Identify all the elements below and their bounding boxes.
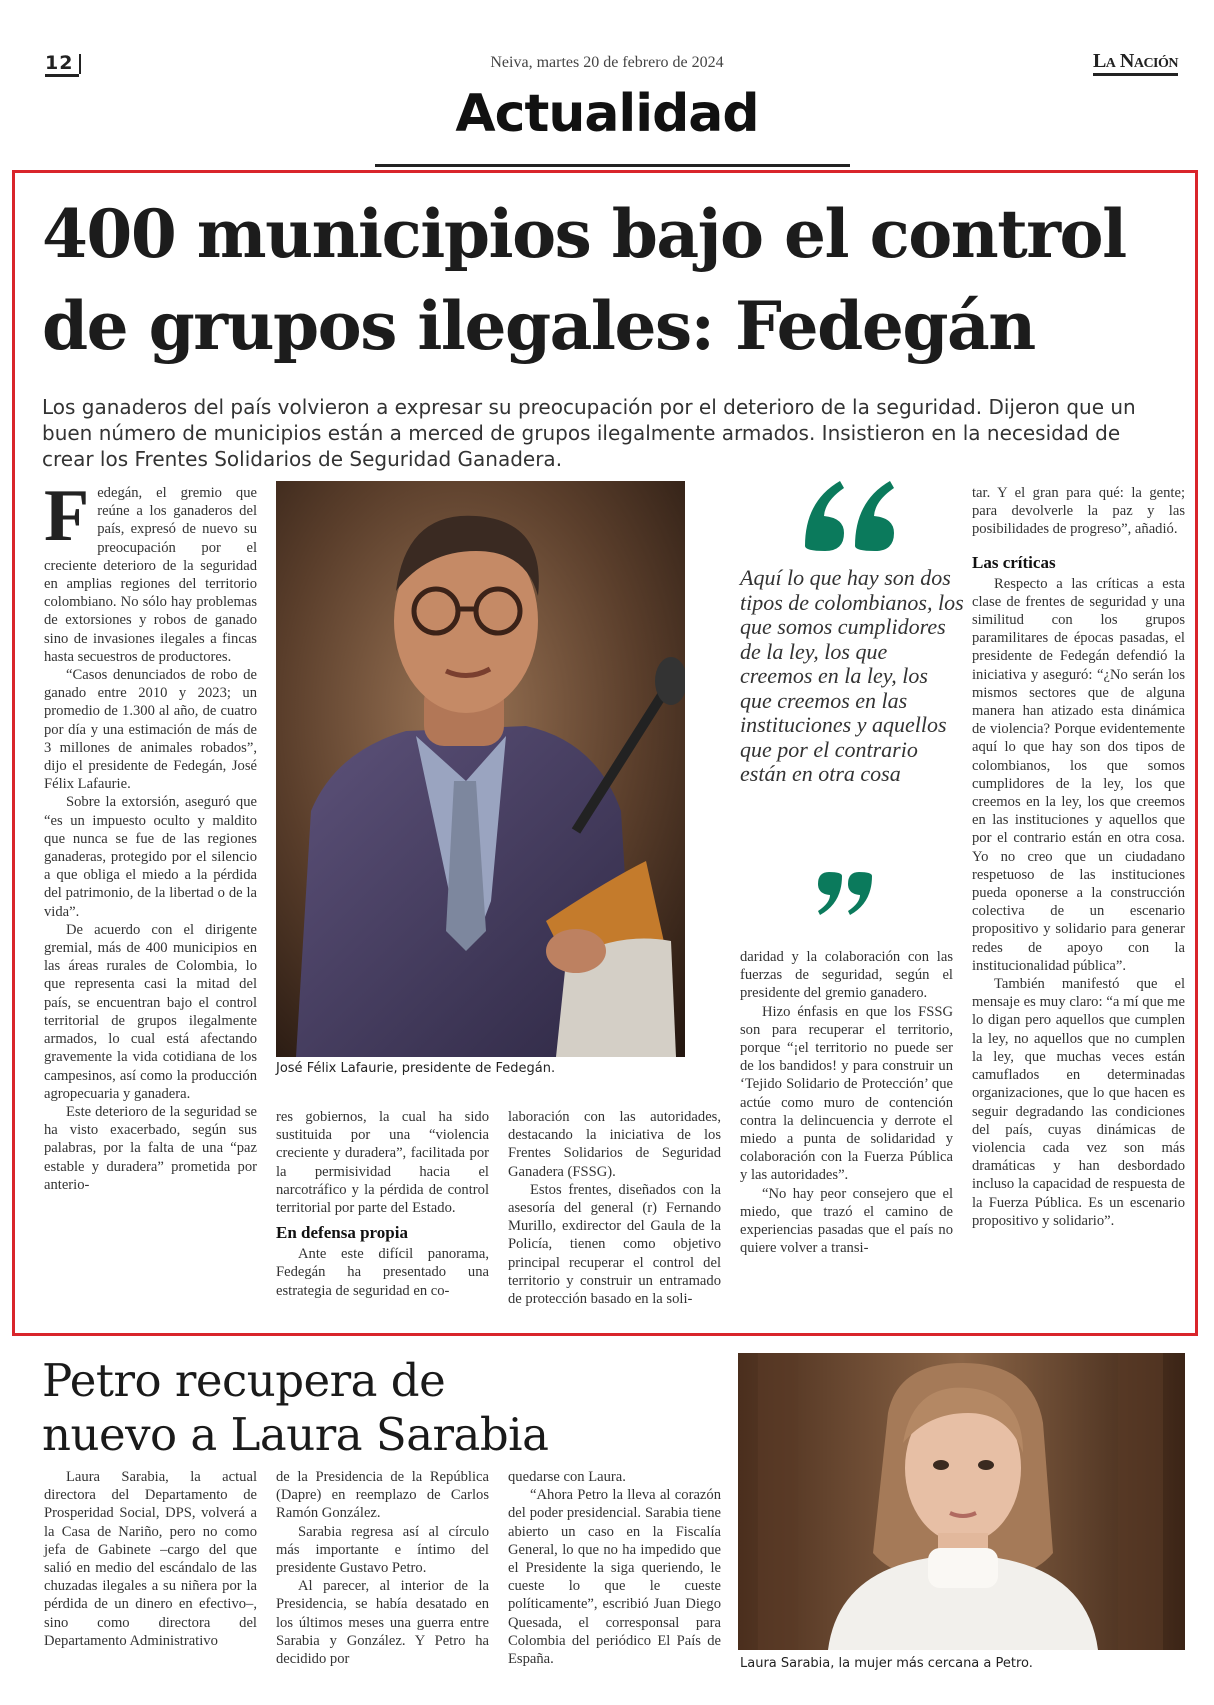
headline-line-2: nuevo a Laura Sarabia [42,1408,549,1461]
article2-column-3 [508,1468,721,1668]
article-deck: Los ganaderos del país volvieron a expresar su preocupación por el deterioro de la seguridad. Dijeron que un buen número de municipios están a merced de grupos ilegalmente armados. Insistieron en la necesidad de crear los Frentes Solidarios de Seguridad Ganadera. [42,395,1136,471]
photo-caption: Laura Sarabia, la mujer más cercana a Petro. [740,1656,1033,1671]
open-quote-icon [800,476,900,556]
drop-cap: F [44,475,90,557]
paragraph: “Ahora Petro la lleva al corazón del poder presidencial. Sarabia tiene abierto un caso en la Fiscalía General, lo que no ha impedido que el Presidente la siga queriendo, le cueste lo que le cueste políticamente”, escribió Juan Diego Quesada, el corresponsal para Colombia del periódico El País de España. [508,1487,721,1668]
paragraph: De acuerdo con el dirigente gremial, más de 400 municipios en las áreas rurales de Colombia, lo que representa casi la mitad del país, se encuentran bajo el control territorial de grupos ilegalmente armados, lo cual está afectando gravemente la vida cotidiana de los campesinos, así como la producción agropecuaria y ganadera. [44,921,257,1102]
paragraph: Ante este difícil panorama, Fedegán ha presentado una estrategia de seguridad en co- [276,1246,489,1299]
paragraph: Este deterioro de la seguridad se ha visto exacerbado, según sus palabras, por la falta de una “paz estable y duradera” prometida por anterio- [44,1103,257,1193]
paragraph: Laura Sarabia, la actual directora del Departamento de Prosperidad Social, DPS, volverá a la Casa de Nariño, pero no como jefa de Gabinete –cargo del que salió en medio del escándalo de las chuzadas ilegales a su niñera por la pérdida de un dinero en efectivo–, sino como directora del Departamento Administrativo [44,1469,257,1649]
paragraph: de la Presidencia de la República (Dapre) en reemplazo de Carlos Ramón González. [276,1469,489,1522]
pull-quote: Aquí lo que hay son dos tipos de colombianos, los que somos cumplidores de la ley, los que creemos en la ley, los que creemos en las instituciones y aquellos que por el contrario están en otra cosa [740,565,964,786]
masthead-logo: La Nación [1093,50,1178,76]
paragraph: laboración con las autoridades, destacando la iniciativa de los Frentes Solidarios de Seguridad Ganadera (FSSG). [508,1109,721,1180]
paragraph: “No hay peor consejero que el miedo, que trazó el camino de experiencias pasadas que el país no quiere volver a transi- [740,1185,953,1257]
article2-headline [42,1354,732,1462]
headline-line-1: 400 municipios bajo el control [42,195,1126,273]
section-title: Actualidad [455,84,759,144]
paragraph: Al parecer, al interior de la Presidencia, se había desatado en los últimos meses una guerra entre Sarabia y González. Y Petro ha decidido por [276,1578,489,1668]
sarabia-photo [738,1353,1185,1650]
article2-column-1 [44,1468,257,1650]
paragraph: quedarse con Laura. [508,1469,626,1485]
article-column-2 [276,1108,489,1300]
subhead: En defensa propia [276,1223,408,1243]
headline-line-1: Petro recupera de [42,1354,446,1407]
paragraph: tar. Y el gran para qué: la gente; para devolverle la paz y las posibilidades de progreso”, añadió. [972,485,1185,538]
portrait-illustration [738,1353,1185,1650]
photo-caption: José Félix Lafaurie, presidente de Fedegán. [276,1061,556,1076]
article-column-3 [508,1108,721,1308]
headline-line-2: de grupos ilegales: Fedegán [42,287,1035,365]
paragraph: También manifestó que el mensaje es muy claro: “a mí que me lo digan pero aquellos que cumplen la ley, no aquellos que no cumplen la ley, que muchas veces están camuflados en determinadas organizaciones, que lo que hacen es seguir degradando las condiciones del país, cuyas dinámicas de violencia cada vez son más dramáticas y han desbordado incluso la capacidad de respuesta de la Fuerza Pública. Es un escenario propositivo y solidario”. [972,976,1185,1229]
paragraph: Estos frentes, diseñados con la asesoría del general (r) Fernando Murillo, exdirector del Gaula de la Policía, tienen como objetivo principal recuperar el control del territorio y construir un entramado de protección basado en la soli- [508,1181,721,1308]
paragraph: “Casos denunciados de robo de ganado entre 2010 y 2023; un promedio de 1.300 al año, de cuatro por día y una estimación de más de 3 millones de animales robados”, dijo el presidente de Fedegán, José Félix Lafaurie. [44,667,257,793]
subhead: Las críticas [972,552,1056,572]
article2-column-2 [276,1468,489,1668]
page-number: 12 [45,52,79,77]
paragraph: edegán, el gremio que reúne a los ganaderos del país, expresó de nuevo su preocupación por el creciente deterioro de la seguridad en amplias regiones del territorio colombiano. No sólo hay problemas de extorsiones y robos de ganado sino de invasiones ilegales a fincas hasta secuestros de productores. [44,485,257,665]
dateline: Neiva, martes 20 de febrero de 2024 [490,54,724,71]
article-column-1 [44,475,257,1194]
paragraph: Sobre la extorsión, aseguró que “es un impuesto oculto y maldito que nunca se fue de las regiones ganaderas, protegido por el silencio a que obliga el miedo a la pérdida del patrimonio, de la libertad o de la vida”. [44,794,257,920]
article-headline [42,188,1182,372]
article-column-4 [740,948,953,1257]
paragraph: Respecto a las críticas a esta clase de frentes de seguridad y una similitud con los grupos paramilitares de épocas pasadas, el presidente de Fedegán defendió la iniciativa y aseguró: “¿No serán los mismos sectores que de alguna manera han atizado esta dinámica de violencia? Porque evidentemente aquí lo que hay son dos tipos de colombianos, los que somos cumplidores de la ley, los que creemos en la ley, los que creemos en las instituciones y aquellos que por el contrario están en otra cosa. Yo no creo que un ciudadano respetuoso de las instituciones pueda oponerse a la construcción colectiva de un escenario propositivo y solidario para generar redes de apoyo con la institucionalidad pública”. [972,575,1185,974]
article-column-5 [972,484,1185,1230]
paragraph: Hizo énfasis en que los FSSG son para recuperar el territorio, porque “¡el territorio no puede ser de los bandidos! y para construir un ‘Tejido Solidario de Protección’ que actúe como muro de contención contra la delincuencia y derrote el miedo a punta de solidaridad y colaboración con la Fuerza Pública y las autoridades”. [740,1003,953,1184]
close-quote-icon [815,868,875,916]
section-divider [375,164,850,167]
paragraph: Sarabia regresa así al círculo más importante e íntimo del presidente Gustavo Petro. [276,1523,489,1577]
paragraph: daridad y la colaboración con las fuerzas de seguridad, según el presidente del gremio ganadero. [740,949,953,1002]
paragraph: res gobiernos, la cual ha sido sustituida por una “violencia creciente y duradera”, facilitada por la permisividad hacia el narcotráfico y la pérdida de control territorial por parte del Estado. [276,1109,489,1217]
lafaurie-photo [276,481,685,1057]
speaker-illustration [276,481,685,1057]
